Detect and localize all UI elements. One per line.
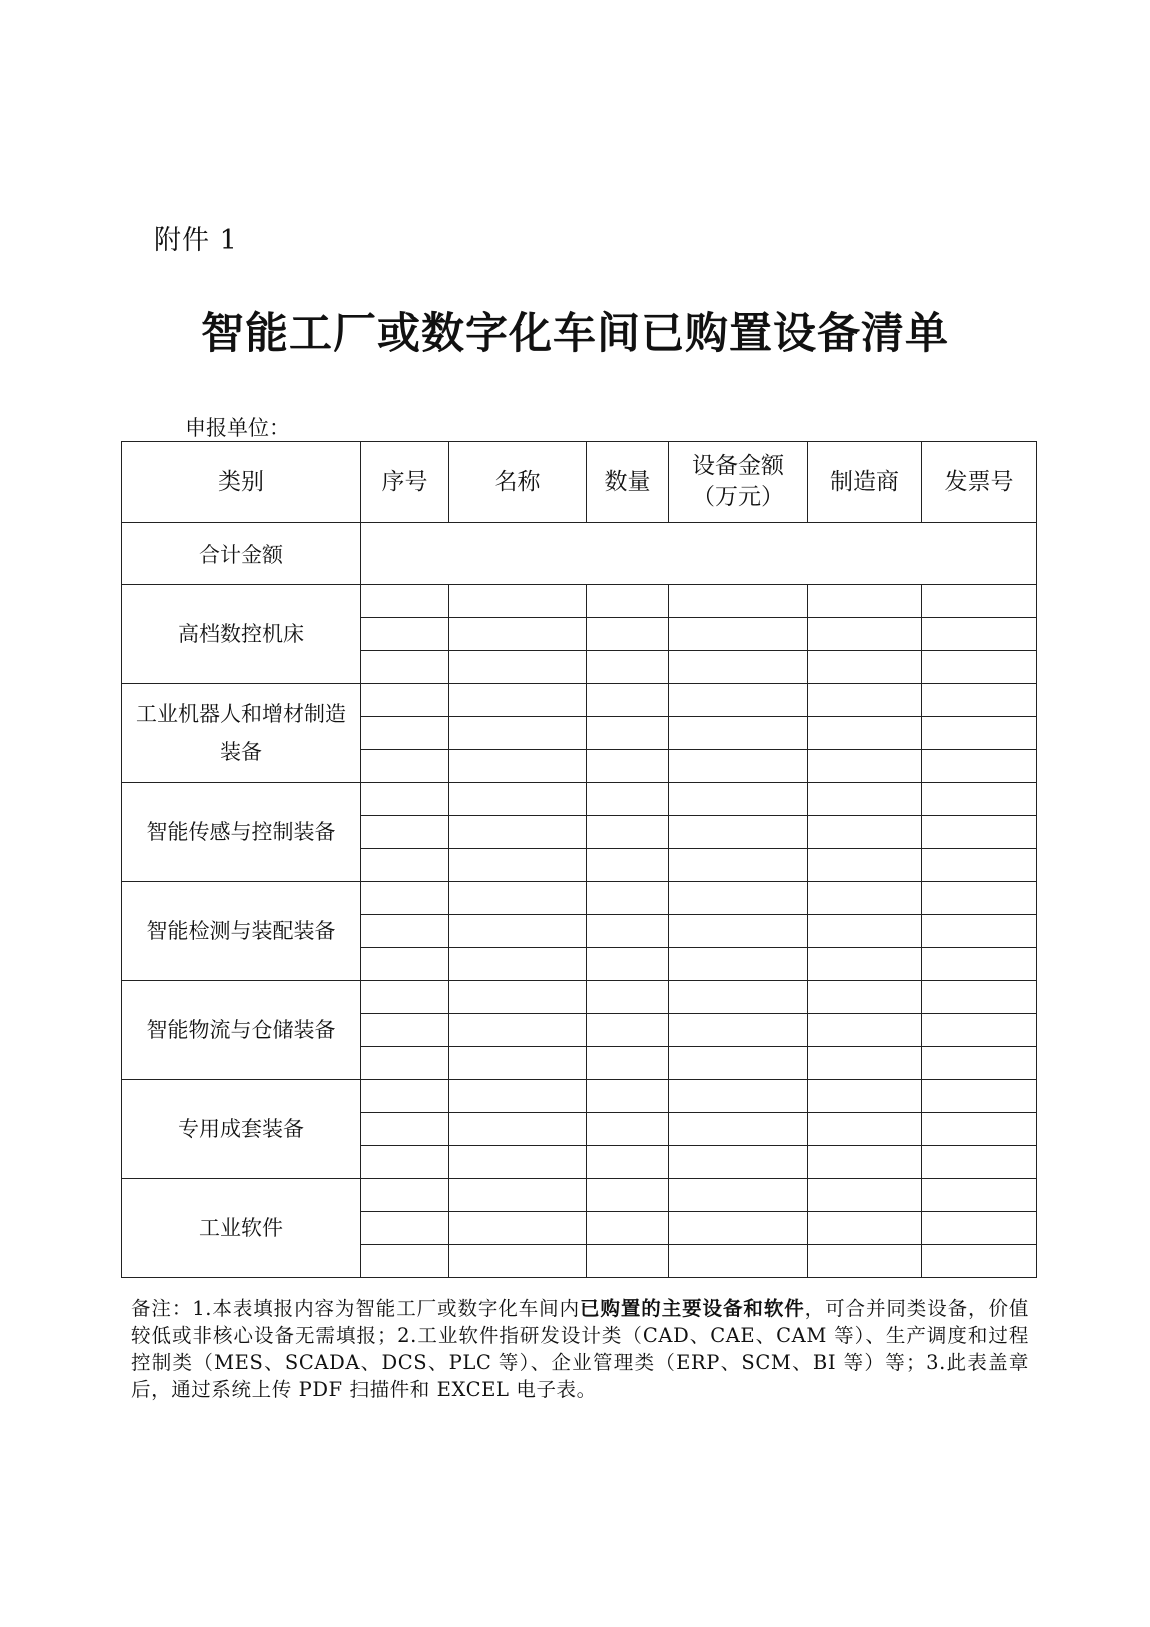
name-input-cell[interactable] xyxy=(449,1212,587,1245)
category-cell: 工业软件 xyxy=(122,1179,361,1278)
invoice-input-cell[interactable] xyxy=(922,1113,1037,1146)
invoice-input-cell[interactable] xyxy=(922,1080,1037,1113)
manufacturer-input-cell[interactable] xyxy=(808,750,922,783)
amount-input-cell[interactable] xyxy=(669,651,808,684)
manufacturer-input-cell[interactable] xyxy=(808,849,922,882)
manufacturer-input-cell[interactable] xyxy=(808,783,922,816)
seq-input-cell[interactable] xyxy=(361,981,449,1014)
quantity-input-cell[interactable] xyxy=(587,717,669,750)
manufacturer-input-cell[interactable] xyxy=(808,948,922,981)
invoice-input-cell[interactable] xyxy=(922,717,1037,750)
seq-input-cell[interactable] xyxy=(361,717,449,750)
amount-input-cell[interactable] xyxy=(669,981,808,1014)
quantity-input-cell[interactable] xyxy=(587,882,669,915)
invoice-input-cell[interactable] xyxy=(922,618,1037,651)
table-row xyxy=(122,684,1037,717)
invoice-input-cell[interactable] xyxy=(922,882,1037,915)
manufacturer-input-cell[interactable] xyxy=(808,1113,922,1146)
manufacturer-input-cell[interactable] xyxy=(808,585,922,618)
total-row xyxy=(122,523,1037,585)
name-input-cell[interactable] xyxy=(449,750,587,783)
header-quantity: 数量 xyxy=(587,442,669,523)
name-input-cell[interactable] xyxy=(449,849,587,882)
header-amount-line1: 设备金额 xyxy=(692,453,784,479)
category-cell: 智能检测与装配装备 xyxy=(122,882,361,981)
invoice-input-cell[interactable] xyxy=(922,1146,1037,1179)
seq-input-cell[interactable] xyxy=(361,618,449,651)
name-input-cell[interactable] xyxy=(449,783,587,816)
invoice-input-cell[interactable] xyxy=(922,585,1037,618)
invoice-input-cell[interactable] xyxy=(922,1245,1037,1278)
header-category: 类别 xyxy=(122,442,361,523)
quantity-input-cell[interactable] xyxy=(587,1179,669,1212)
manufacturer-input-cell[interactable] xyxy=(808,1047,922,1080)
seq-input-cell[interactable] xyxy=(361,915,449,948)
seq-input-cell[interactable] xyxy=(361,651,449,684)
amount-input-cell[interactable] xyxy=(669,1047,808,1080)
seq-input-cell[interactable] xyxy=(361,585,449,618)
amount-input-cell[interactable] xyxy=(669,1113,808,1146)
quantity-input-cell[interactable] xyxy=(587,1146,669,1179)
manufacturer-input-cell[interactable] xyxy=(808,981,922,1014)
quantity-input-cell[interactable] xyxy=(587,1113,669,1146)
header-invoice: 发票号 xyxy=(922,442,1037,523)
invoice-input-cell[interactable] xyxy=(922,915,1037,948)
invoice-input-cell[interactable] xyxy=(922,651,1037,684)
name-input-cell[interactable] xyxy=(449,1245,587,1278)
quantity-input-cell[interactable] xyxy=(587,651,669,684)
invoice-input-cell[interactable] xyxy=(922,1014,1037,1047)
amount-input-cell[interactable] xyxy=(669,1080,808,1113)
name-input-cell[interactable] xyxy=(449,1014,587,1047)
attachment-label: 附件 1 xyxy=(154,225,238,256)
table-row xyxy=(122,981,1037,1014)
category-cell: 工业机器人和增材制造装备 xyxy=(122,684,361,783)
quantity-input-cell[interactable] xyxy=(587,948,669,981)
notes xyxy=(131,1295,1029,1403)
manufacturer-input-cell[interactable] xyxy=(808,684,922,717)
invoice-input-cell[interactable] xyxy=(922,750,1037,783)
amount-input-cell[interactable] xyxy=(669,618,808,651)
header-amount xyxy=(669,442,808,523)
quantity-input-cell[interactable] xyxy=(587,618,669,651)
seq-input-cell[interactable] xyxy=(361,1179,449,1212)
quantity-input-cell[interactable] xyxy=(587,816,669,849)
table-row xyxy=(122,1080,1037,1113)
seq-input-cell[interactable] xyxy=(361,1014,449,1047)
table-row xyxy=(122,585,1037,618)
seq-input-cell[interactable] xyxy=(361,1245,449,1278)
amount-input-cell[interactable] xyxy=(669,816,808,849)
name-input-cell[interactable] xyxy=(449,816,587,849)
amount-input-cell[interactable] xyxy=(669,783,808,816)
invoice-input-cell[interactable] xyxy=(922,816,1037,849)
name-input-cell[interactable] xyxy=(449,1047,587,1080)
amount-input-cell[interactable] xyxy=(669,849,808,882)
quantity-input-cell[interactable] xyxy=(587,783,669,816)
notes-part2: ，可合并同类设备，价值较低或非核心设备无需填报；2.工业软件指研发设计类（CAD、CAE、CAM 等）、生产调度和过程控制类（MES、SCADA、DCS、PLC 等）、企业管理类（ERP、SCM、BI 等）等；3.此表盖章后，通过系统上传 PDF 扫描件和 EXCEL 电子表。 xyxy=(131,1297,1029,1401)
name-input-cell[interactable] xyxy=(449,651,587,684)
seq-input-cell[interactable] xyxy=(361,1080,449,1113)
invoice-input-cell[interactable] xyxy=(922,783,1037,816)
manufacturer-input-cell[interactable] xyxy=(808,717,922,750)
table-header-row xyxy=(122,442,1037,523)
notes-part1: 备注：1.本表填报内容为智能工厂或数字化车间内 xyxy=(131,1297,581,1320)
amount-input-cell[interactable] xyxy=(669,585,808,618)
invoice-input-cell[interactable] xyxy=(922,684,1037,717)
header-manufacturer: 制造商 xyxy=(808,442,922,523)
category-cell: 专用成套装备 xyxy=(122,1080,361,1179)
seq-input-cell[interactable] xyxy=(361,783,449,816)
manufacturer-input-cell[interactable] xyxy=(808,1245,922,1278)
category-cell: 高档数控机床 xyxy=(122,585,361,684)
invoice-input-cell[interactable] xyxy=(922,849,1037,882)
name-input-cell[interactable] xyxy=(449,684,587,717)
seq-input-cell[interactable] xyxy=(361,1047,449,1080)
invoice-input-cell[interactable] xyxy=(922,948,1037,981)
seq-input-cell[interactable] xyxy=(361,849,449,882)
invoice-input-cell[interactable] xyxy=(922,1047,1037,1080)
seq-input-cell[interactable] xyxy=(361,684,449,717)
name-input-cell[interactable] xyxy=(449,1146,587,1179)
invoice-input-cell[interactable] xyxy=(922,981,1037,1014)
seq-input-cell[interactable] xyxy=(361,816,449,849)
amount-input-cell[interactable] xyxy=(669,915,808,948)
name-input-cell[interactable] xyxy=(449,1179,587,1212)
quantity-input-cell[interactable] xyxy=(587,915,669,948)
name-input-cell[interactable] xyxy=(449,717,587,750)
manufacturer-input-cell[interactable] xyxy=(808,882,922,915)
quantity-input-cell[interactable] xyxy=(587,849,669,882)
name-input-cell[interactable] xyxy=(449,915,587,948)
total-label: 合计金额 xyxy=(122,523,361,585)
amount-input-cell[interactable] xyxy=(669,1245,808,1278)
manufacturer-input-cell[interactable] xyxy=(808,915,922,948)
amount-input-cell[interactable] xyxy=(669,882,808,915)
notes-emphasis: 已购置的主要设备和软件 xyxy=(580,1297,805,1320)
manufacturer-input-cell[interactable] xyxy=(808,1179,922,1212)
manufacturer-input-cell[interactable] xyxy=(808,651,922,684)
seq-input-cell[interactable] xyxy=(361,1113,449,1146)
quantity-input-cell[interactable] xyxy=(587,1245,669,1278)
manufacturer-input-cell[interactable] xyxy=(808,1212,922,1245)
name-input-cell[interactable] xyxy=(449,1113,587,1146)
total-amount-cell[interactable] xyxy=(361,523,1037,585)
seq-input-cell[interactable] xyxy=(361,1212,449,1245)
manufacturer-input-cell[interactable] xyxy=(808,1014,922,1047)
page-title: 智能工厂或数字化车间已购置设备清单 xyxy=(201,309,949,359)
manufacturer-input-cell[interactable] xyxy=(808,816,922,849)
amount-input-cell[interactable] xyxy=(669,750,808,783)
seq-input-cell[interactable] xyxy=(361,1146,449,1179)
amount-input-cell[interactable] xyxy=(669,1179,808,1212)
manufacturer-input-cell[interactable] xyxy=(808,1080,922,1113)
seq-input-cell[interactable] xyxy=(361,882,449,915)
header-name: 名称 xyxy=(449,442,587,523)
quantity-input-cell[interactable] xyxy=(587,684,669,717)
category-cell: 智能物流与仓储装备 xyxy=(122,981,361,1080)
quantity-input-cell[interactable] xyxy=(587,1014,669,1047)
amount-input-cell[interactable] xyxy=(669,1146,808,1179)
quantity-input-cell[interactable] xyxy=(587,1212,669,1245)
header-seq: 序号 xyxy=(361,442,449,523)
seq-input-cell[interactable] xyxy=(361,750,449,783)
invoice-input-cell[interactable] xyxy=(922,1179,1037,1212)
quantity-input-cell[interactable] xyxy=(587,1080,669,1113)
applicant-label: 申报单位： xyxy=(185,416,290,440)
invoice-input-cell[interactable] xyxy=(922,1212,1037,1245)
name-input-cell[interactable] xyxy=(449,1080,587,1113)
quantity-input-cell[interactable] xyxy=(587,585,669,618)
table-row xyxy=(122,1179,1037,1212)
amount-input-cell[interactable] xyxy=(669,717,808,750)
quantity-input-cell[interactable] xyxy=(587,981,669,1014)
amount-input-cell[interactable] xyxy=(669,684,808,717)
table-row xyxy=(122,783,1037,816)
seq-input-cell[interactable] xyxy=(361,948,449,981)
name-input-cell[interactable] xyxy=(449,948,587,981)
table-row xyxy=(122,882,1037,915)
name-input-cell[interactable] xyxy=(449,585,587,618)
manufacturer-input-cell[interactable] xyxy=(808,1146,922,1179)
manufacturer-input-cell[interactable] xyxy=(808,618,922,651)
quantity-input-cell[interactable] xyxy=(587,750,669,783)
amount-input-cell[interactable] xyxy=(669,1014,808,1047)
name-input-cell[interactable] xyxy=(449,981,587,1014)
category-cell: 智能传感与控制装备 xyxy=(122,783,361,882)
header-amount-line2: （万元） xyxy=(692,484,784,510)
equipment-table xyxy=(121,441,1037,1278)
name-input-cell[interactable] xyxy=(449,882,587,915)
quantity-input-cell[interactable] xyxy=(587,1047,669,1080)
amount-input-cell[interactable] xyxy=(669,1212,808,1245)
name-input-cell[interactable] xyxy=(449,618,587,651)
amount-input-cell[interactable] xyxy=(669,948,808,981)
